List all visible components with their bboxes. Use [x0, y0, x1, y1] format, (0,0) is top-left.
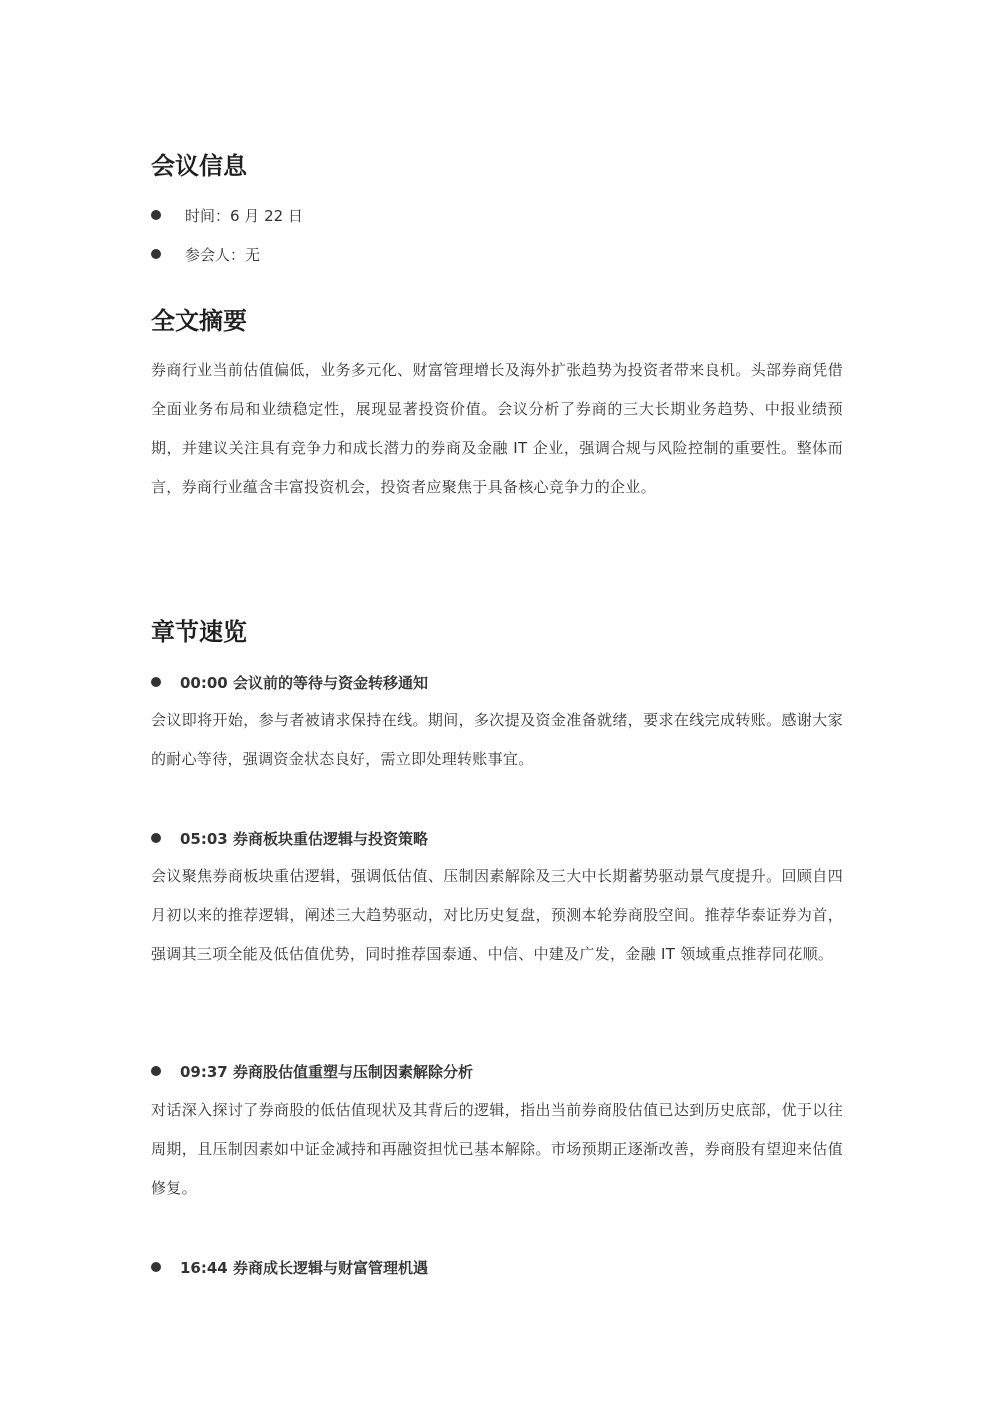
chapter-text-1: 会议聚焦券商板块重估逻辑，强调低估值、压制因素解除及三大中长期蓄势驱动景气度提升。回顾自四月初以来的推荐逻辑，阐述三大趋势驱动，对比历史复盘，预测本轮券商股空间。推荐华泰证券为首，强调其三项全能及低估值优势，同时推荐国泰通、中信、中建及广发，金融 IT 领域重点推荐同花顺。 [151, 867, 843, 963]
chapter-heading-3 [151, 1256, 428, 1278]
chapter-title: 00:00 会议前的等待与资金转移通知 [180, 673, 428, 692]
meeting-participants-item [151, 243, 260, 265]
meeting-time: 时间：6 月 22 日 [185, 206, 303, 225]
chapter-text-2: 对话深入探讨了券商股的低估值现状及其背后的逻辑，指出当前券商股估值已达到历史底部，优于以往周期，且压制因素如中证金减持和再融资担忧已基本解除。市场预期正逐渐改善，券商股有望迎来估值修复。 [151, 1101, 843, 1197]
summary-text: 券商行业当前估值偏低，业务多元化、财富管理增长及海外扩张趋势为投资者带来良机。头部券商凭借全面业务布局和业绩稳定性，展现显著投资价值。会议分析了券商的三大长期业务趋势、中报业绩预期，并建议关注具有竞争力和成长潜力的券商及金融 IT 企业，强调合规与风险控制的重要性。整体而言，券商行业蕴含丰富投资机会，投资者应聚焦于具备核心竞争力的企业。 [151, 361, 843, 496]
chapter-heading-0 [151, 671, 428, 693]
chapter-title: 16:44 券商成长逻辑与财富管理机遇 [180, 1258, 428, 1277]
bullet-dot-icon [151, 677, 161, 687]
bullet-dot-icon [151, 1262, 161, 1272]
summary-title: 全文摘要 [151, 307, 247, 335]
chapter-heading-2 [151, 1060, 473, 1082]
chapter-title: 09:37 券商股估值重塑与压制因素解除分析 [180, 1062, 473, 1081]
bullet-dot-icon [151, 1066, 161, 1076]
chapter-heading-1 [151, 827, 428, 849]
meeting-time-item [151, 204, 303, 226]
meeting-participants: 参会人：无 [185, 245, 261, 264]
chapter-title: 05:03 券商板块重估逻辑与投资策略 [180, 829, 428, 848]
chapters-title: 章节速览 [151, 618, 247, 646]
meeting-info-title: 会议信息 [151, 152, 247, 180]
bullet-dot-icon [151, 249, 161, 259]
bullet-dot-icon [151, 210, 161, 220]
bullet-dot-icon [151, 833, 161, 843]
chapter-text-0: 会议即将开始，参与者被请求保持在线。期间，多次提及资金准备就绪，要求在线完成转账。感谢大家的耐心等待，强调资金状态良好，需立即处理转账事宜。 [151, 711, 843, 768]
